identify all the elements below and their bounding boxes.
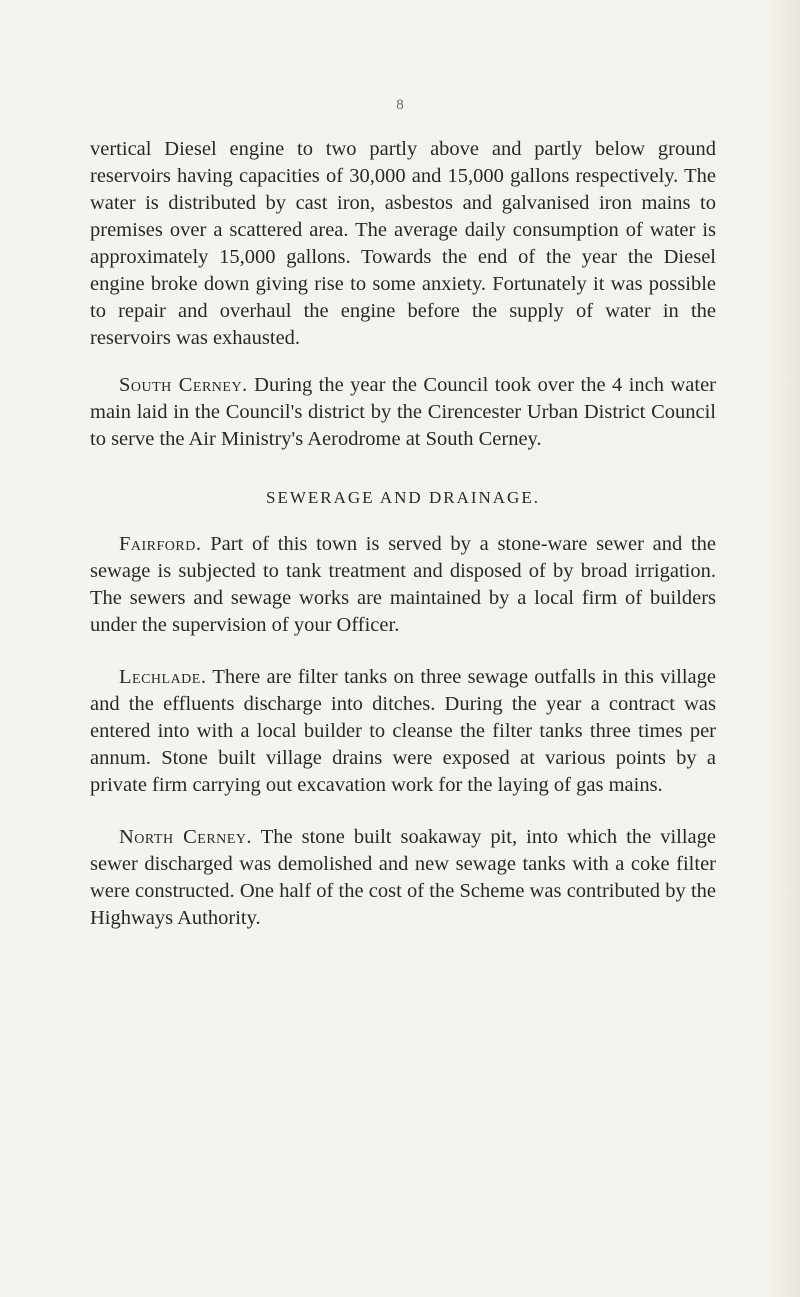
paragraph-lead-south-cerney: South Cerney. xyxy=(119,374,248,396)
paragraph-text: Part of this town is served by a stone-ware sewer and the sewage is subjected to tank treatment and disposed of by broad irrigation. The sewers and sewage works are maintained by a local firm of builders under the supervision of your Officer. xyxy=(90,533,716,636)
paragraph-text: During the year the Council took over the 4 inch water main laid in the Council's district by the Cirencester Urban District Council to serve the Air Ministry's Aerodrome at South Cerney. xyxy=(90,374,716,450)
paragraph-text: The stone built soakaway pit, into which the village sewer discharged was demolished and new sewage tanks with a coke filter were constructed. One half of the cost of the Scheme was contributed by the Highways Authority. xyxy=(90,826,716,929)
paragraph-lead-fairford: Fairford. xyxy=(119,533,202,555)
paragraph-lead-lechlade: Lechlade. xyxy=(119,666,207,688)
paragraph-north-cerney xyxy=(90,824,716,932)
paragraph-lead-north-cerney: North Cerney. xyxy=(119,826,253,848)
paragraph-text: vertical Diesel engine to two partly above and partly below ground reservoirs having capacities of 30,000 and 15,000 gallons respectively. The water is distributed by cast iron, asbestos and galvanised iron mains to premises over a scattered area. The average daily consumption of water is approximately 15,000 gallons. Towards the end of the year the Diesel engine broke down giving rise to some anxiety. Fortunately it was possible to repair and overhaul the engine before the supply of water in the reservoirs was exhausted. xyxy=(90,138,716,349)
paragraph-text: There are filter tanks on three sewage outfalls in this village and the effluents discharge into ditches. During the year a contract was entered into with a local builder to cleanse the filter tanks three times per annum. Stone built village drains were exposed at various points by a private firm carrying out excavation work for the laying of gas mains. xyxy=(90,666,716,796)
paragraph-south-cerney xyxy=(90,372,716,453)
paragraph-lechlade xyxy=(90,664,716,799)
page-number: 8 xyxy=(396,97,404,113)
section-heading-sewerage: SEWERAGE AND DRAINAGE. xyxy=(266,488,540,507)
paragraph-water-supply-continued xyxy=(90,136,716,352)
paragraph-fairford xyxy=(90,531,716,639)
page-content xyxy=(90,136,716,932)
